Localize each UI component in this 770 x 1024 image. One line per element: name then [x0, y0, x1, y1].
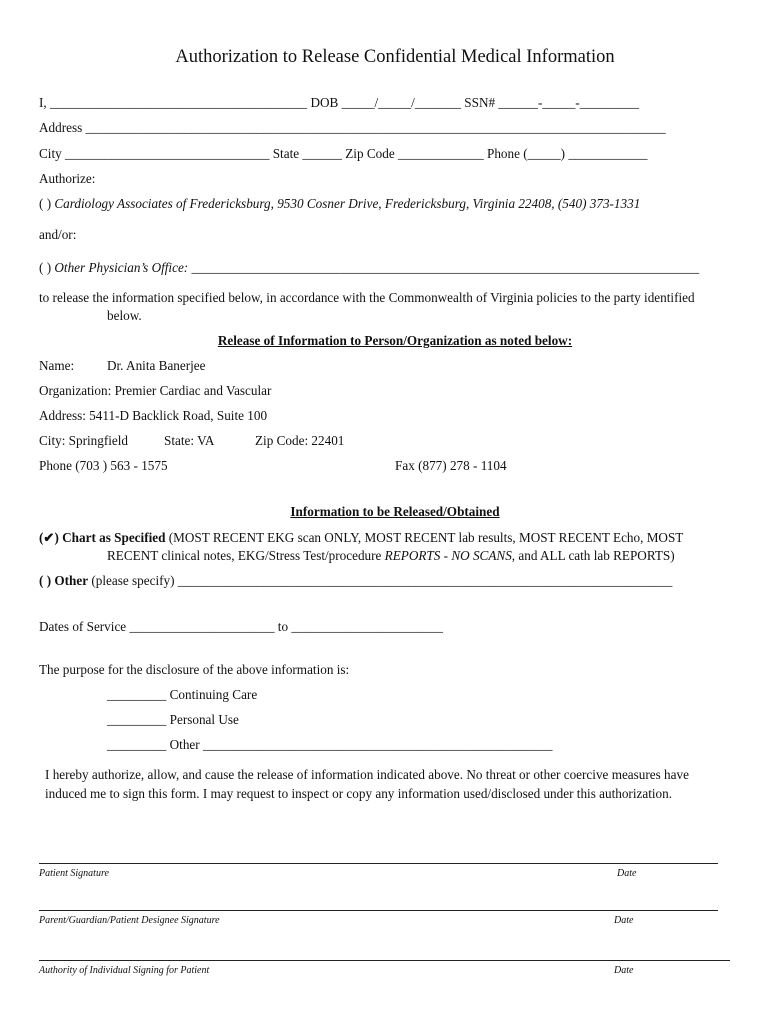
other-checkbox[interactable]: ( ): [39, 573, 52, 588]
dates-of-service-line[interactable]: Dates of Service ______________________ to _______________________: [39, 619, 444, 634]
authority-signature-label: Authority of Individual Signing for Patient: [39, 965, 210, 976]
other-physician-blank[interactable]: _____________________________________________________________________________: [191, 260, 700, 275]
recipient-heading: Release of Information to Person/Organization as noted below:: [217, 333, 573, 348]
other-option[interactable]: [39, 573, 672, 589]
purpose-label: The purpose for the disclosure of the above information is:: [39, 662, 350, 677]
authorization-text: I hereby authorize, allow, and cause the release of information indicated above. No threat or other coercive measures have: [45, 767, 689, 782]
recipient-zip: Zip Code: 22401: [255, 433, 345, 448]
patient-signature-line[interactable]: [39, 863, 718, 864]
purpose-other[interactable]: _________ Other _____________________________________________________: [107, 737, 553, 752]
other-physician-label: Other Physician’s Office:: [54, 260, 189, 275]
authority-signature-date-label: Date: [614, 965, 634, 976]
cardiology-checkbox[interactable]: ( ): [39, 196, 52, 211]
city-state-zip-phone-line[interactable]: City _______________________________ State ______ Zip Code _____________ Phone (_____) ____________: [39, 146, 648, 161]
cardiology-option-text: Cardiology Associates of Fredericksburg, 9530 Cosner Drive, Fredericksburg, Virginia 22408, (540) 373-1331: [54, 196, 641, 211]
other-physician-checkbox[interactable]: ( ): [39, 260, 52, 275]
authority-signature-line[interactable]: [39, 960, 730, 961]
form-title: Authorization to Release Confidential Medical Information: [175, 47, 615, 67]
other-option-label: Other: [54, 573, 89, 588]
other-option-specify[interactable]: (please specify) ___________________________________________________________________________: [91, 573, 673, 588]
recipient-state: State: VA: [164, 433, 215, 448]
purpose-continuing-care[interactable]: _________ Continuing Care: [107, 687, 258, 702]
recipient-city: City: Springfield: [39, 433, 129, 448]
and-or-label: and/or:: [39, 227, 77, 242]
info-heading: Information to be Released/Obtained: [290, 504, 500, 519]
other-physician-option[interactable]: [39, 260, 699, 276]
guardian-signature-label: Parent/Guardian/Patient Designee Signature: [39, 915, 220, 926]
cardiology-option[interactable]: [39, 196, 640, 212]
chart-option-text-end: , and ALL cath lab REPORTS): [511, 548, 675, 563]
recipient-organization: Organization: Premier Cardiac and Vascular: [39, 383, 272, 398]
recipient-name-label: Name:: [39, 358, 75, 373]
chart-option[interactable]: [39, 529, 739, 565]
chart-checkbox[interactable]: (✔): [39, 530, 59, 545]
guardian-signature-date-label: Date: [614, 915, 634, 926]
guardian-signature-line[interactable]: [39, 910, 718, 911]
recipient-name: Dr. Anita Banerjee: [107, 358, 206, 373]
release-statement: to release the information specified below, in accordance with the Commonwealth of Virginia policies to the party identified: [39, 290, 695, 305]
authorization-text-cont: induced me to sign this form. I may request to inspect or copy any information used/disclosed under this authorization.: [45, 786, 673, 801]
recipient-phone: Phone (703 ) 563 - 1575: [39, 458, 168, 473]
patient-signature-date-label: Date: [617, 868, 637, 879]
chart-option-reports-note: REPORTS - NO SCANS: [384, 548, 512, 563]
authorize-label: Authorize:: [39, 171, 96, 186]
purpose-personal-use[interactable]: _________ Personal Use: [107, 712, 239, 727]
recipient-fax: Fax (877) 278 - 1104: [395, 458, 507, 473]
release-statement-cont: below.: [107, 308, 142, 323]
address-line[interactable]: Address ________________________________________________________________________________________: [39, 120, 666, 135]
patient-info-line[interactable]: I, _______________________________________ DOB _____/_____/_______ SSN# ______-_____-_________: [39, 95, 640, 110]
recipient-address: Address: 5411-D Backlick Road, Suite 100: [39, 408, 268, 423]
chart-option-label: Chart as Specified: [62, 530, 166, 545]
patient-signature-label: Patient Signature: [39, 868, 109, 879]
chart-option-text-cont: RECENT clinical notes, EKG/Stress Test/procedure: [107, 548, 385, 563]
chart-option-text: (MOST RECENT EKG scan ONLY, MOST RECENT lab results, MOST RECENT Echo, MOST: [168, 530, 684, 545]
